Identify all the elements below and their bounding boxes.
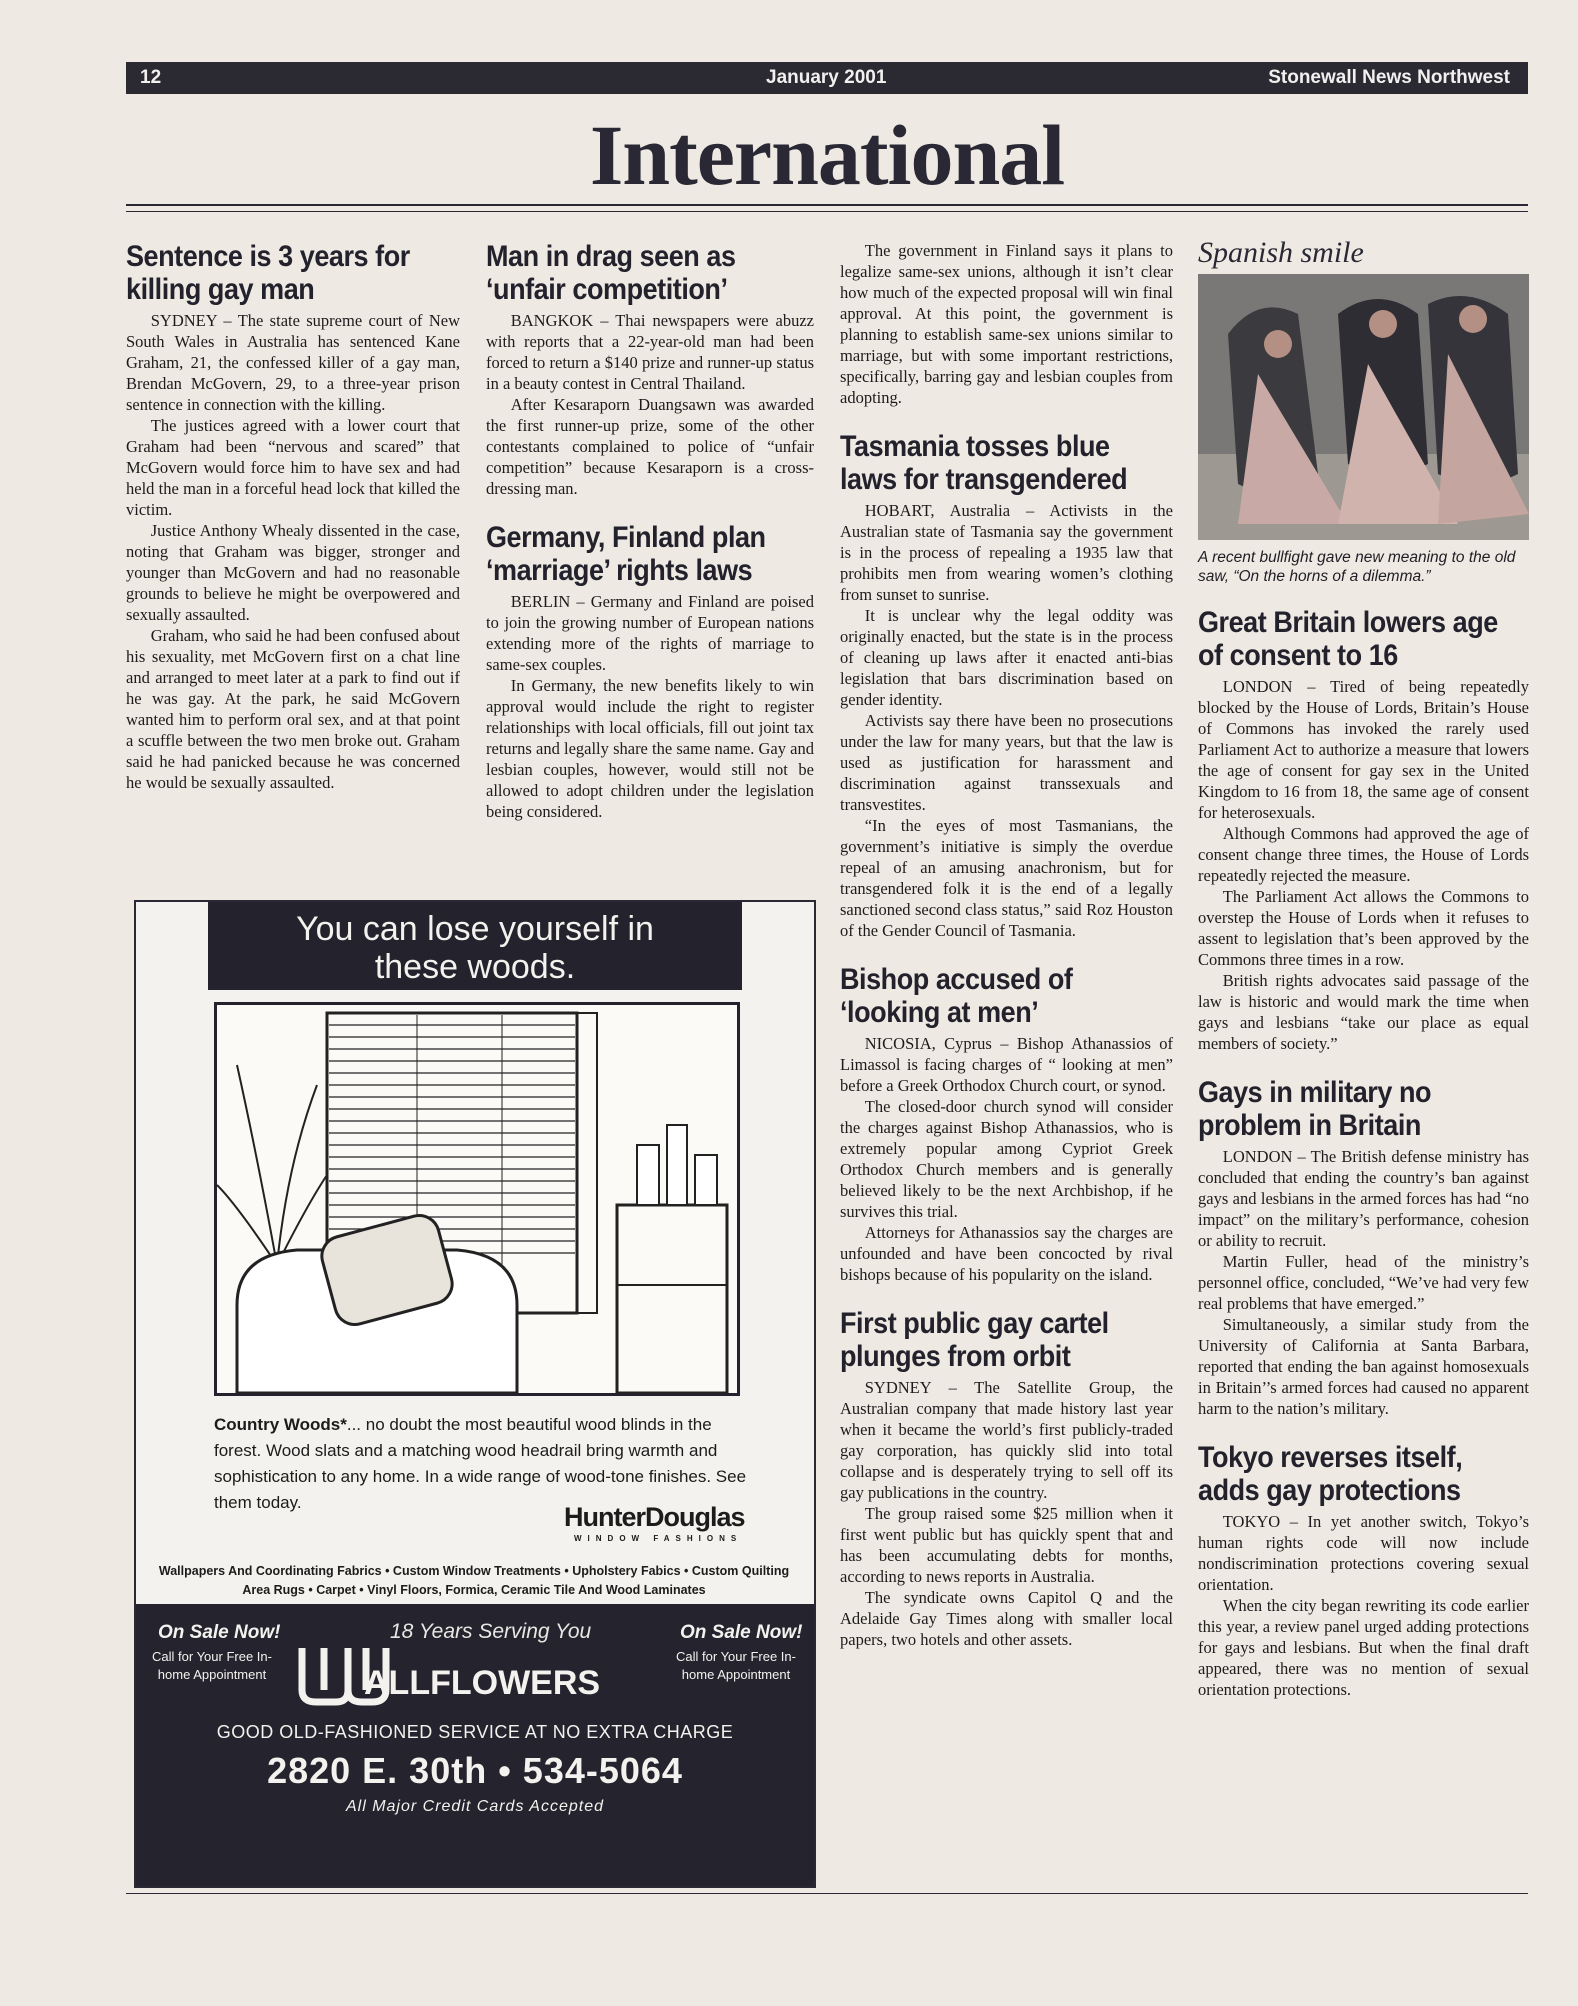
article-paragraph: The government in Finland says it plans to legalize same-sex unions, although it isn’t clear how much of the expected proposal will win final approval. At this point, the government is planning to establish same-sex unions similar to marriage, but with some important restrictions, specifically, barring gay and lesbian couples from adopting. (840, 241, 1173, 407)
article-paragraph: The syndicate owns Capitol Q and the Adelaide Gay Times along with smaller local papers, two hotels and other assets. (840, 1588, 1173, 1649)
credit-cards-note: All Major Credit Cards Accepted (345, 1798, 605, 1815)
article-paragraph: Although Commons had approved the age of consent change three times, the House of Lords repeatedly rejected the measure. (1198, 824, 1529, 885)
article-headline: Bishop accused of ‘looking at men’ (840, 963, 1073, 1029)
ad-body-text: ... no doubt the most beautiful wood blinds in the forest. Wood slats and a matching wood headrail bring warmth and sophistication to any home. In a wide range of wood-tone finishes. See them today. (214, 1415, 747, 1512)
article-paragraph: HOBART, Australia – Activists in the Australian state of Tasmania say the government is in the process of repealing a 1935 law that prohibits men from wearing women’s clothing from sunset to sunrise. (840, 501, 1173, 604)
column-1 (126, 240, 460, 793)
article-paragraph: The Parliament Act allows the Commons to overstep the House of Lords when it refuses to assent to legislation that’s been approved by the Commons three times in a row. (1198, 887, 1529, 969)
column-4 (1198, 236, 1529, 1700)
article-tasmania (840, 430, 1173, 941)
article-paragraph: The justices agreed with a lower court that Graham had been “nervous and scared” that McGovern would force him to have sex and had held the man in a forceful head lock that killed the victim. (126, 416, 460, 519)
article-britain-consent (1198, 606, 1529, 1054)
bullfight-photo-image (1198, 274, 1529, 540)
article-paragraph: SYDNEY – The Satellite Group, the Australian company that made history last year when it became the world’s first publicly-traded gay corporation, has quickly slid into total collapse and is desperately trying to sell off its gay publications in the country. (840, 1378, 1173, 1502)
article-headline: Tokyo reverses itself, adds gay protections (1198, 1441, 1463, 1507)
article-drag (486, 240, 814, 499)
article-cartel (840, 1307, 1173, 1650)
article-paragraph: Graham, who said he had been confused about his sexuality, met McGovern first on a chat line and arranged to meet later at a park to find out if he was gay. At the park, he said McGovern wanted him to perform oral sex, and at that point a scuffle between the two men broke out. Graham said he had panicked because he was concerned he would be sexually assaulted. (126, 626, 460, 792)
section-title: International (589, 107, 1065, 203)
article-paragraph: It is unclear why the legal oddity was originally enacted, but the state is in the process of cleaning up laws after it enacted anti-bias legislation that bars discrimination based on gender identity. (840, 606, 1173, 709)
title-rule (126, 204, 1528, 206)
article-paragraph: “In the eyes of most Tasmanians, the government’s initiative is simply the overdue repeal of an amusing anachronism, but for transgendered folk it is the end of a legally sanctioned second class status,” said Roz Houston of the Gender Council of Tasmania. (840, 816, 1173, 940)
bullfight-photo (1198, 274, 1529, 540)
article-paragraph: Simultaneously, a similar study from the University of California at Santa Barbara, reported that ending the ban against homosexuals in Britain’’s armed forces had caused no apparent harm to the nation’s military. (1198, 1315, 1529, 1418)
ad-footer (136, 1604, 814, 1886)
article-headline: First public gay cartel plunges from orbit (840, 1307, 1109, 1373)
page-number: 12 (140, 67, 162, 88)
bottom-rule (126, 1893, 1528, 1894)
article-headline: Sentence is 3 years for killing gay man (126, 240, 410, 306)
article-paragraph: The group raised some $25 million when it first went public but has quickly spent that and has been accumulating debts for months, according to news reports in Australia. (840, 1504, 1173, 1586)
article-headline: Man in drag seen as ‘unfair competition’ (486, 240, 736, 306)
article-paragraph: BANGKOK – Thai newspapers were abuzz with reports that a 22-year-old man had been forced to return a $140 prize and runner-up status in a beauty contest in Central Thailand. (486, 311, 814, 393)
article-paragraph: Martin Fuller, head of the ministry’s personnel office, concluded, “We’ve had very few real problems that have emerged.” (1198, 1252, 1529, 1313)
sale-label-left: On Sale Now! (158, 1622, 281, 1643)
column-2 (486, 240, 814, 822)
store-name: ALLFLOWERS (364, 1664, 601, 1702)
wallflowers-advertisement (134, 900, 816, 1888)
appointment-left: Call for Your Free In-home Appointment (152, 1649, 272, 1682)
ad-body (214, 1412, 754, 1516)
ad-services-list (146, 1562, 802, 1600)
article-paragraph: BERLIN – Germany and Finland are poised to join the growing number of European nations extending more of the rights of marriage to same-sex couples. (486, 592, 814, 674)
article-paragraph: In Germany, the new benefits likely to win approval would include the right to register relationships with local officials, fill out joint tax returns and legally share the same name. Gay and lesbian couples, however, would still not be allowed to adopt children under the legislation being considered. (486, 676, 814, 821)
sale-label-right: On Sale Now! (680, 1622, 803, 1643)
article-paragraph: NICOSIA, Cyprus – Bishop Athanassios of Limassol is facing charges of “ looking at men” before a Greek Orthodox Church court, or synod. (840, 1034, 1173, 1095)
blinds-illustration (214, 1002, 740, 1396)
article-military (1198, 1076, 1529, 1419)
article-paragraph: SYDNEY – The state supreme court of New South Wales in Australia has sentenced Kane Graham, 21, the confessed killer of a gay man, Brendan McGovern, 29, to a three-year prison sentence in connection with the killing. (126, 311, 460, 414)
ad-services-line: Wallpapers And Coordinating Fabrics • Custom Window Treatments • Upholstery Fabics • Custom Quilting (158, 1564, 790, 1578)
store-address-phone: 2820 E. 30th • 534-5064 (267, 1750, 683, 1791)
ad-services-line: Area Rugs • Carpet • Vinyl Floors, Formica, Ceramic Tile And Wood Laminates (242, 1583, 706, 1597)
article-paragraph: Justice Anthony Whealy dissented in the case, noting that Graham was bigger, stronger and younger than McGovern and had no reasonable grounds to believe he might be overpowered and sexually assaulted. (126, 521, 460, 624)
article-paragraph: Activists say there have been no prosecutions under the law for many years, but that the law is used as justification for harassment and discrimination against transsexuals and transvestites. (840, 711, 1173, 814)
article-sentence (126, 240, 460, 793)
hunterdouglas-logo: HunterDouglas (564, 1502, 745, 1532)
appointment-right: Call for Your Free In-home Appointment (676, 1649, 796, 1682)
column-3 (840, 240, 1173, 1650)
hunterdouglas-tagline: WINDOW FASHIONS (574, 1534, 743, 1543)
issue-date: January 2001 (766, 67, 887, 88)
article-headline: Germany, Finland plan ‘marriage’ rights laws (486, 521, 766, 587)
article-paragraph: LONDON – The British defense ministry has concluded that ending the country’s ban against gays and lesbians in the armed forces has had “no impact” on the military’s performance, cohesion or ability to recruit. (1198, 1147, 1529, 1250)
article-paragraph: When the city began rewriting its code earlier this year, a review panel urged adding protections for gays and lesbians. But when the final draft appeared, there was no mention of sexual orientation protections. (1198, 1596, 1529, 1699)
photo-title: Spanish smile (1198, 236, 1364, 269)
article-bishop (840, 963, 1173, 1285)
ad-headline-line: You can lose yourself in (296, 910, 654, 948)
article-paragraph: TOKYO – In yet another switch, Tokyo’s human rights code will now include nondiscrimination protections covering sexual orientation. (1198, 1512, 1529, 1594)
publication-name: Stonewall News Northwest (1268, 67, 1510, 88)
article-paragraph: After Kesaraporn Duangsawn was awarded the first runner-up prize, some of the other contestants complained to police of “unfair competition” because Kesaraporn is a cross-dressing man. (486, 395, 814, 498)
ad-headline (208, 902, 742, 990)
window-blinds-icon (217, 1005, 737, 1393)
ad-product-name: Country Woods* (214, 1415, 347, 1434)
article-paragraph: LONDON – Tired of being repeatedly blocked by the House of Lords, Britain’s House of Commons has invoked the rarely used Parliament Act to authorize a measure that lowers the age of consent for gay sex in the United Kingdom to 16 from 18, the same age of consent for heterosexuals. (1198, 677, 1529, 822)
title-rule-thin (126, 211, 1528, 212)
ad-headline-line: these woods. (374, 948, 576, 986)
photo-caption: A recent bullfight gave new meaning to the old saw, “On the horns of a dilemma.” (1198, 549, 1516, 585)
article-headline: Great Britain lowers age of consent to 16 (1198, 606, 1498, 672)
article-paragraph: The closed-door church synod will consider the charges against Bishop Athanassios, who is extremely popular among Cypriot Greek Orthodox Church members and is generally believed likely to be the next Archbishop, if he survives this trial. (840, 1097, 1173, 1221)
article-germany-finland (486, 521, 814, 822)
article-headline: Gays in military no problem in Britain (1198, 1076, 1432, 1142)
article-headline: Tasmania tosses blue laws for transgendered (840, 430, 1128, 496)
years-serving: 18 Years Serving You (390, 1620, 592, 1643)
article-tokyo (1198, 1441, 1529, 1700)
article-paragraph: British rights advocates said passage of the law is historic and would mark the time when gays and lesbians “take our place as equal members of society.” (1198, 971, 1529, 1053)
service-slogan: GOOD OLD-FASHIONED SERVICE AT NO EXTRA CHARGE (216, 1722, 734, 1742)
article-paragraph: Attorneys for Athanassios say the charges are unfounded and have been concocted by rival bishops because of his popularity on the island. (840, 1223, 1173, 1284)
page-header-bar (126, 62, 1528, 94)
